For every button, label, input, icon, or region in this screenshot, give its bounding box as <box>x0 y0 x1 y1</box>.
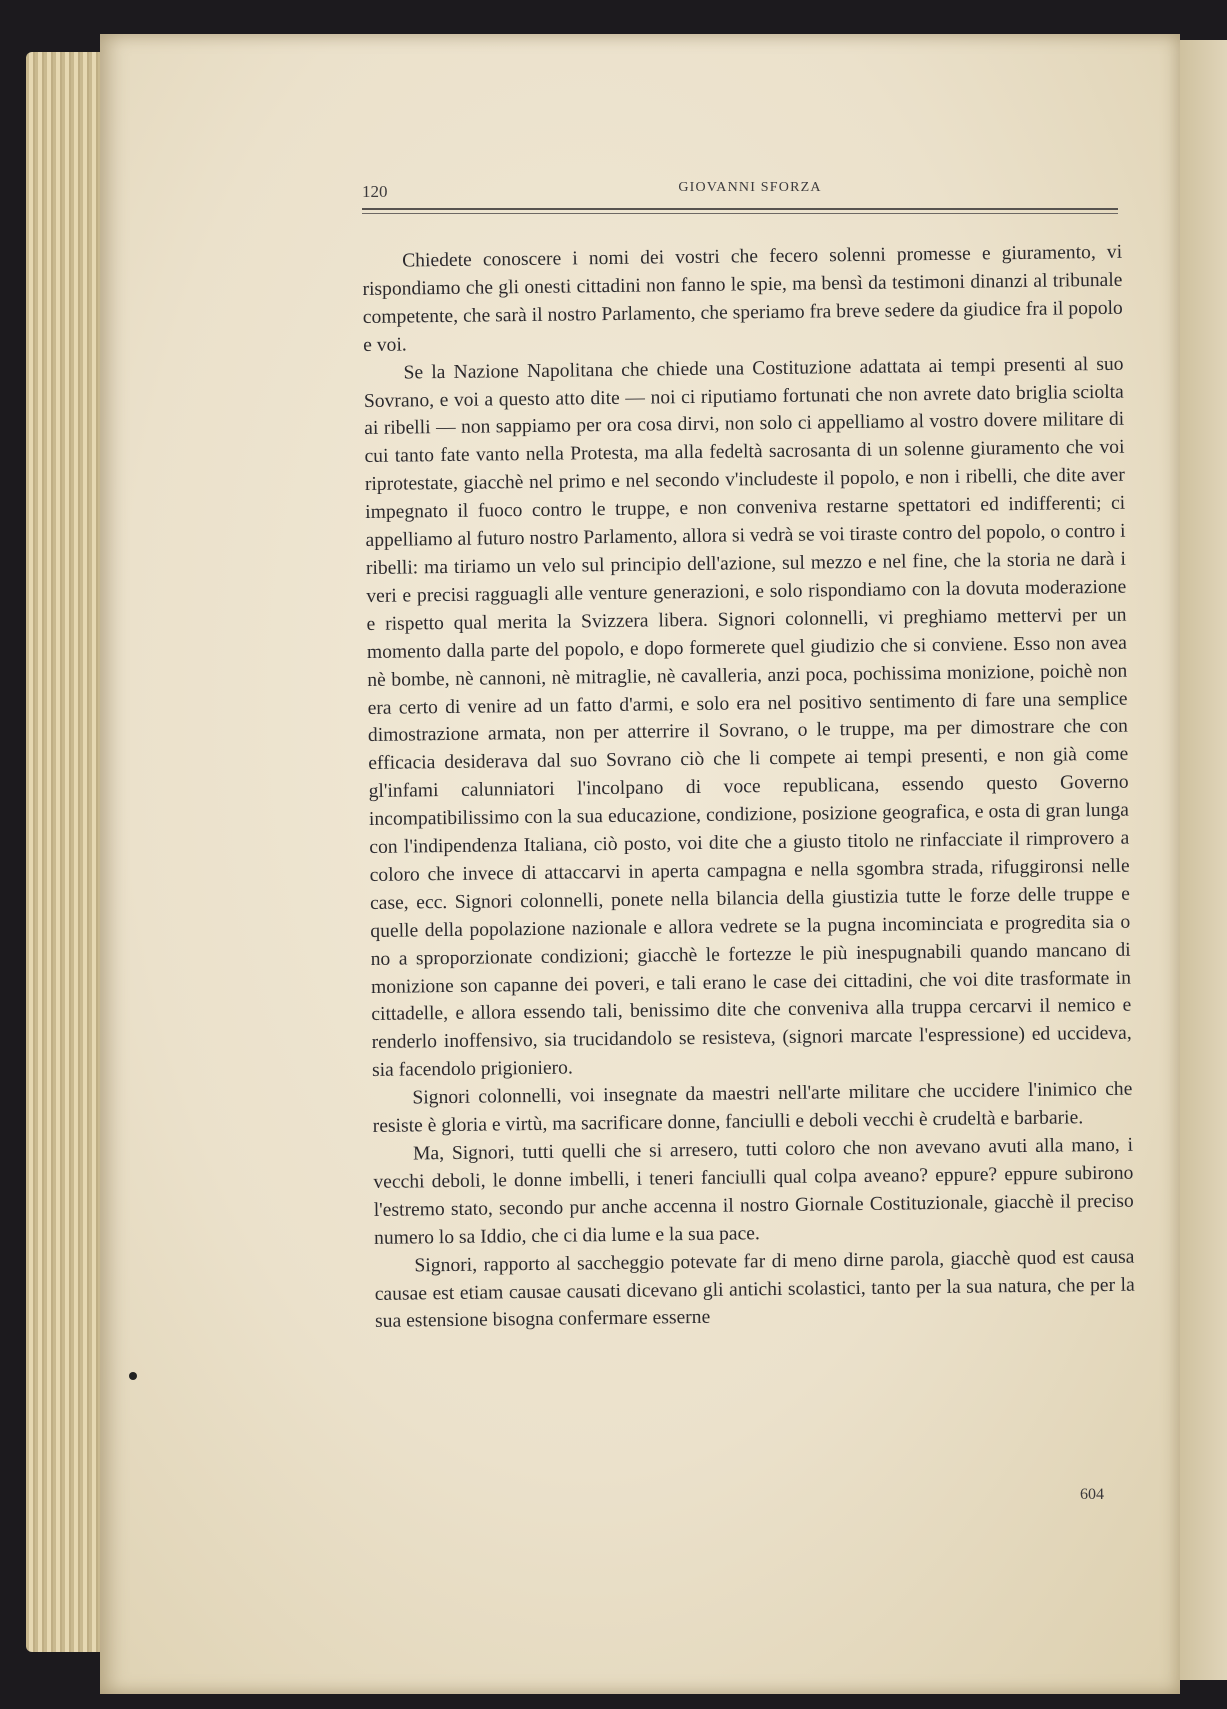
body-text <box>362 239 1135 1337</box>
header-rule-thin <box>362 213 1118 214</box>
paragraph-1: Chiedete conoscere i nomi dei vostri che fecero solenni promesse e giuramento, vi rispondiamo che gli onesti cittadini non fanno le spie, ma bensì da testimoni dinanzi al tribunale competente, che sarà il nostro Parlamento, che speriamo fra breve sedere da giudice fra il popolo e voi. <box>362 241 1123 356</box>
ink-spot <box>129 1372 137 1380</box>
page-header <box>362 176 1118 206</box>
paragraph-3: Signori colonnelli, voi insegnate da maestri nell'arte militare che uccidere l'inimico che resiste è gloria e virtù, ma sacrificare donne, fanciulli e deboli vecchi è crudeltà e barbarie. <box>372 1078 1133 1138</box>
signature-mark: 604 <box>1080 1486 1104 1503</box>
header-rule <box>362 208 1118 210</box>
paragraph-2: Se la Nazione Napolitana che chiede una Costituzione adattata ai tempi presenti al suo Sovrano, e voi a questo atto dite — noi ci riputiamo fortunati che non avrete dato briglia sciolta ai ribelli — non sappiamo per ora cosa dirvi, non solo ci appelliamo al vostro dovere militare di cui tanto fate vanto nella Protesta, ma alla fedeltà sacrosanta di un solenne giuramento che voi riprotestate, giacchè nel primo e nel secondo v'includeste il popolo, e non i ribelli, che dite aver impegnato il fuoco contro le truppe, e non conveniva restarne spettatori ed indifferenti; ci appelliamo al futuro nostro Parlamento, allora si vedrà se voi tiraste contro del popolo, o contro i ribelli: ma tiriamo un velo sul principio dell'azione, sul mezzo e nel fine, che la storia ne darà i veri e precisi ragguagli alle venture generazioni, e solo rispondiamo con la dovuta moderazione e rispetto qual merita la Svizzera libera. Signori colonnelli, vi preghiamo mettervi per un momento dalla parte del popolo, e dopo formerete quel giudizio che si conviene. Esso non avea nè bombe, nè cannoni, nè mitraglie, nè cavalleria, anzi poca, pochissima monizione, poichè non era certo di venire ad un fatto d'armi, e solo era nel positivo sentimento di fare una semplice dimostrazione armata, non per atterrire il Sovrano, o le truppe, ma per dimostrare che con efficacia desiderava dal suo Sovrano ciò che li compete ai tempi presenti, e non già come gl'infami calunniatori l'incolpano di voce republicana, essendo questo Governo incompatibilissimo con la sua educazione, condizione, posizione geografica, e osta di gran lunga con l'indipendenza Italiana, ciò posto, voi dite che a giusto titolo ne rinfacciate il rimprovero a coloro che invece di attaccarvi in aperta campagna e nella sgombra strada, rifuggironsi nelle case, ecc. Signori colonnelli, ponete nella bilancia della giustizia tutte le forze delle truppe e quelle della popolazione nazionale e allora vedrete se la pugna incominciata e progredita sia o no a sproporzionate condizioni; giacchè le fortezze le più inespugnabili quando mancano di monizione son capanne dei poveri, e tali erano le case dei cittadini, che voi dite trasformate in cittadelle, e allora essendo tali, benissimo dite che conveniva alla truppa cercarvi il nemico e renderlo inoffensivo, sia trucidandolo se resisteva, (signori marcate l'espressione) ed uccideva, sia facendolo prigioniero. <box>363 353 1132 1082</box>
paragraph-5: Signori, rapporto al saccheggio potevate far di meno dirne parola, giacchè quod est causa causae est etiam causae causati dicevano gli antichi scolastici, tanto per la sua natura, che per la sua estensione bisogna confermare esserne <box>374 1246 1135 1333</box>
paragraph-4: Ma, Signori, tutti quelli che si arresero, tutti coloro che non avevano avuti alla mano, i vecchi deboli, le donne imbelli, i teneri fanciulli qual colpa aveano? eppure? eppure subirono l'estremo stato, secondo pur anche accenna il nostro Giornale Costituzionale, giacchè il preciso numero lo sa Iddio, che ci dia lume e la sua pace. <box>373 1134 1134 1249</box>
running-title: GIOVANNI SFORZA <box>678 180 822 195</box>
page-number: 120 <box>362 182 388 201</box>
